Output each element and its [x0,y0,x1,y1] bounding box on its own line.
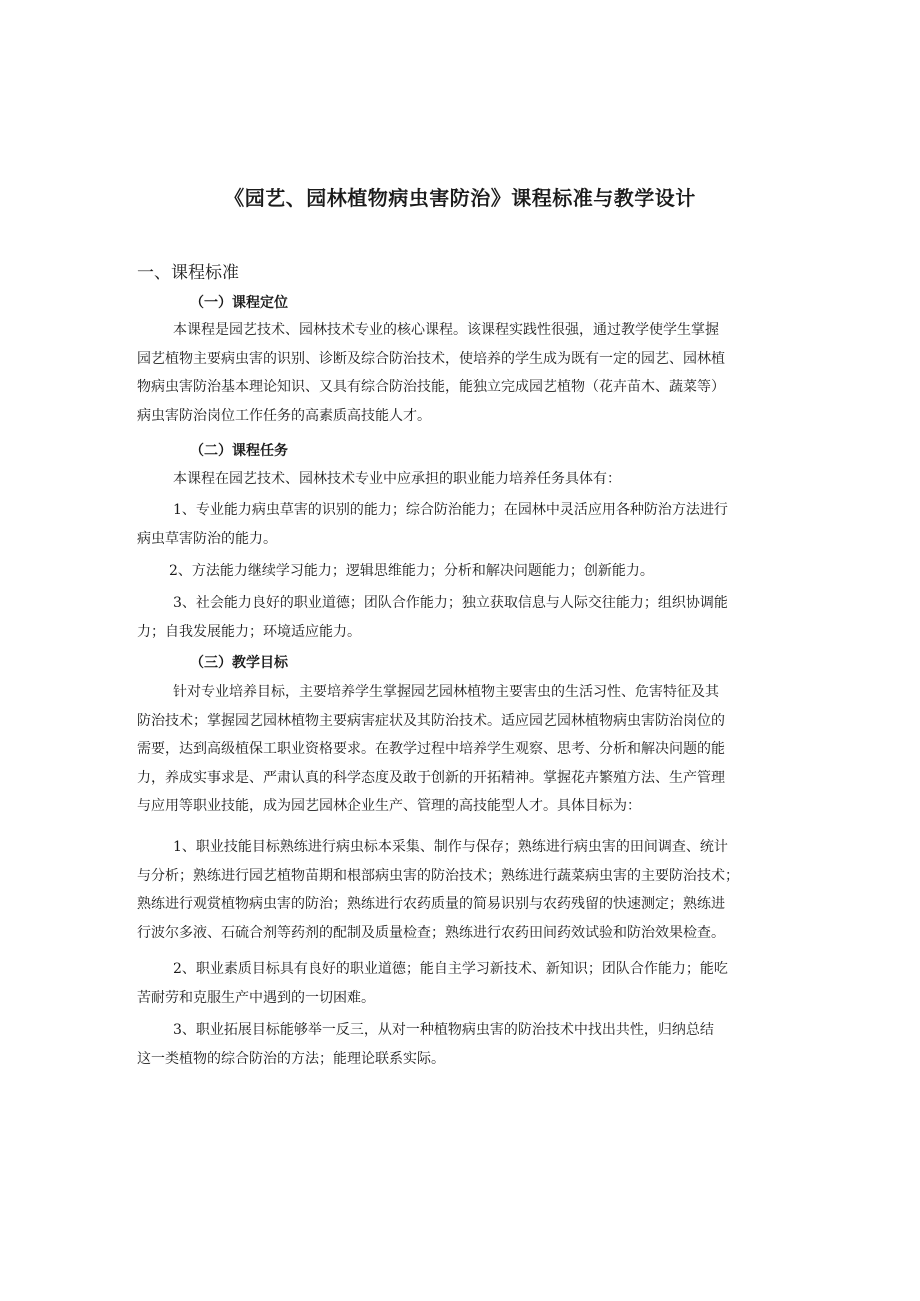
text-line: 与分析；熟练进行园艺植物苗期和根部病虫害的防治技术；熟练进行蔬菜病虫害的主要防治技术； [137,867,739,884]
list-item-vocational-skill-goal [137,833,787,947]
paragraph-teaching-goals [137,678,787,821]
text-line: 1、职业技能目标熟练进行病虫标本采集、制作与保存；熟练进行病虫害的田间调查、统计 [173,839,728,855]
text-line: 本课程在园艺技术、园林技术专业中应承担的职业能力培养任务具体有： [173,471,621,487]
subsection-heading-course-tasks: （二）课程任务 [190,443,288,459]
document-title: 《园艺、园林植物病虫害防治》课程标准与教学设计 [224,186,696,210]
list-item-vocational-quality-goal [137,955,787,1012]
text-line: 针对专业培养目标，主要培养学生掌握园艺园林植物主要害虫的生活习性、危害特征及其 [173,684,719,700]
paragraph-course-tasks-intro [137,465,787,494]
section-heading-course-standard: 一、课程标准 [137,263,239,283]
text-line: 熟练进行观赏植物病虫害的防治；熟练进行农药质量的简易识别与农药残留的快速测定；熟练进 [137,896,725,913]
subsection-heading-course-positioning: （一）课程定位 [190,295,288,311]
text-line: 这一类植物的综合防治的方法；能理论联系实际。 [137,1050,445,1067]
subsection-heading-teaching-goals: （三）教学目标 [190,655,288,671]
paragraph-course-positioning [137,316,787,430]
text-line: 需要，达到高级植保工职业资格要求。在教学过程中培养学生观察、思考、分析和解决问题的能 [137,741,725,758]
text-line: 防治技术；掌握园艺园林植物主要病害症状及其防治技术。适应园艺园林植物病虫害防治岗位的 [137,712,725,729]
text-line: 力；自我发展能力；环境适应能力。 [137,623,361,640]
list-item-professional-ability [137,496,787,553]
text-line: 1、专业能力病虫草害的识别的能力；综合防治能力；在园林中灵活应用各种防治方法进行 [173,502,728,518]
text-line: 物病虫害防治基本理论知识、又具有综合防治技能，能独立完成园艺植物（花卉苗木、蔬菜等） [137,379,725,396]
text-line: 病虫草害防治的能力。 [137,530,277,547]
text-line: 与应用等职业技能，成为园艺园林企业生产、管理的高技能型人才。具体目标为： [137,798,641,815]
text-line: 本课程是园艺技术、园林技术专业的核心课程。该课程实践性很强，通过教学使学生掌握 [173,322,719,338]
text-line: 园艺植物主要病虫害的识别、诊断及综合防治技术，使培养的学生成为既有一定的园艺、园林植 [137,350,725,367]
text-line: 2、职业素质目标具有良好的职业道德；能自主学习新技术、新知识；团队合作能力；能吃 [173,961,728,977]
list-item-social-ability [137,589,787,646]
text-line: 3、社会能力良好的职业道德；团队合作能力；独立获取信息与人际交往能力；组织协调能 [173,595,728,611]
text-line: 2、方法能力继续学习能力；逻辑思维能力；分析和解决问题能力；创新能力。 [169,563,654,579]
text-line: 行波尔多液、石硫合剂等药剂的配制及质量检查；熟练进行农药田间药效试验和防治效果检查。 [137,924,725,941]
text-line: 苦耐劳和克服生产中遇到的一切困难。 [137,989,375,1006]
text-line: 3、职业拓展目标能够举一反三，从对一种植物病虫害的防治技术中找出共性，归纳总结 [173,1022,714,1038]
text-line: 病虫害防治岗位工作任务的高素质高技能人才。 [137,407,431,424]
list-item-vocational-expansion-goal [137,1016,787,1073]
text-line: 力，养成实事求是、严肃认真的科学态度及敢于创新的开拓精神。掌握花卉繁殖方法、生产管理 [137,769,725,786]
list-item-method-ability [137,557,787,586]
